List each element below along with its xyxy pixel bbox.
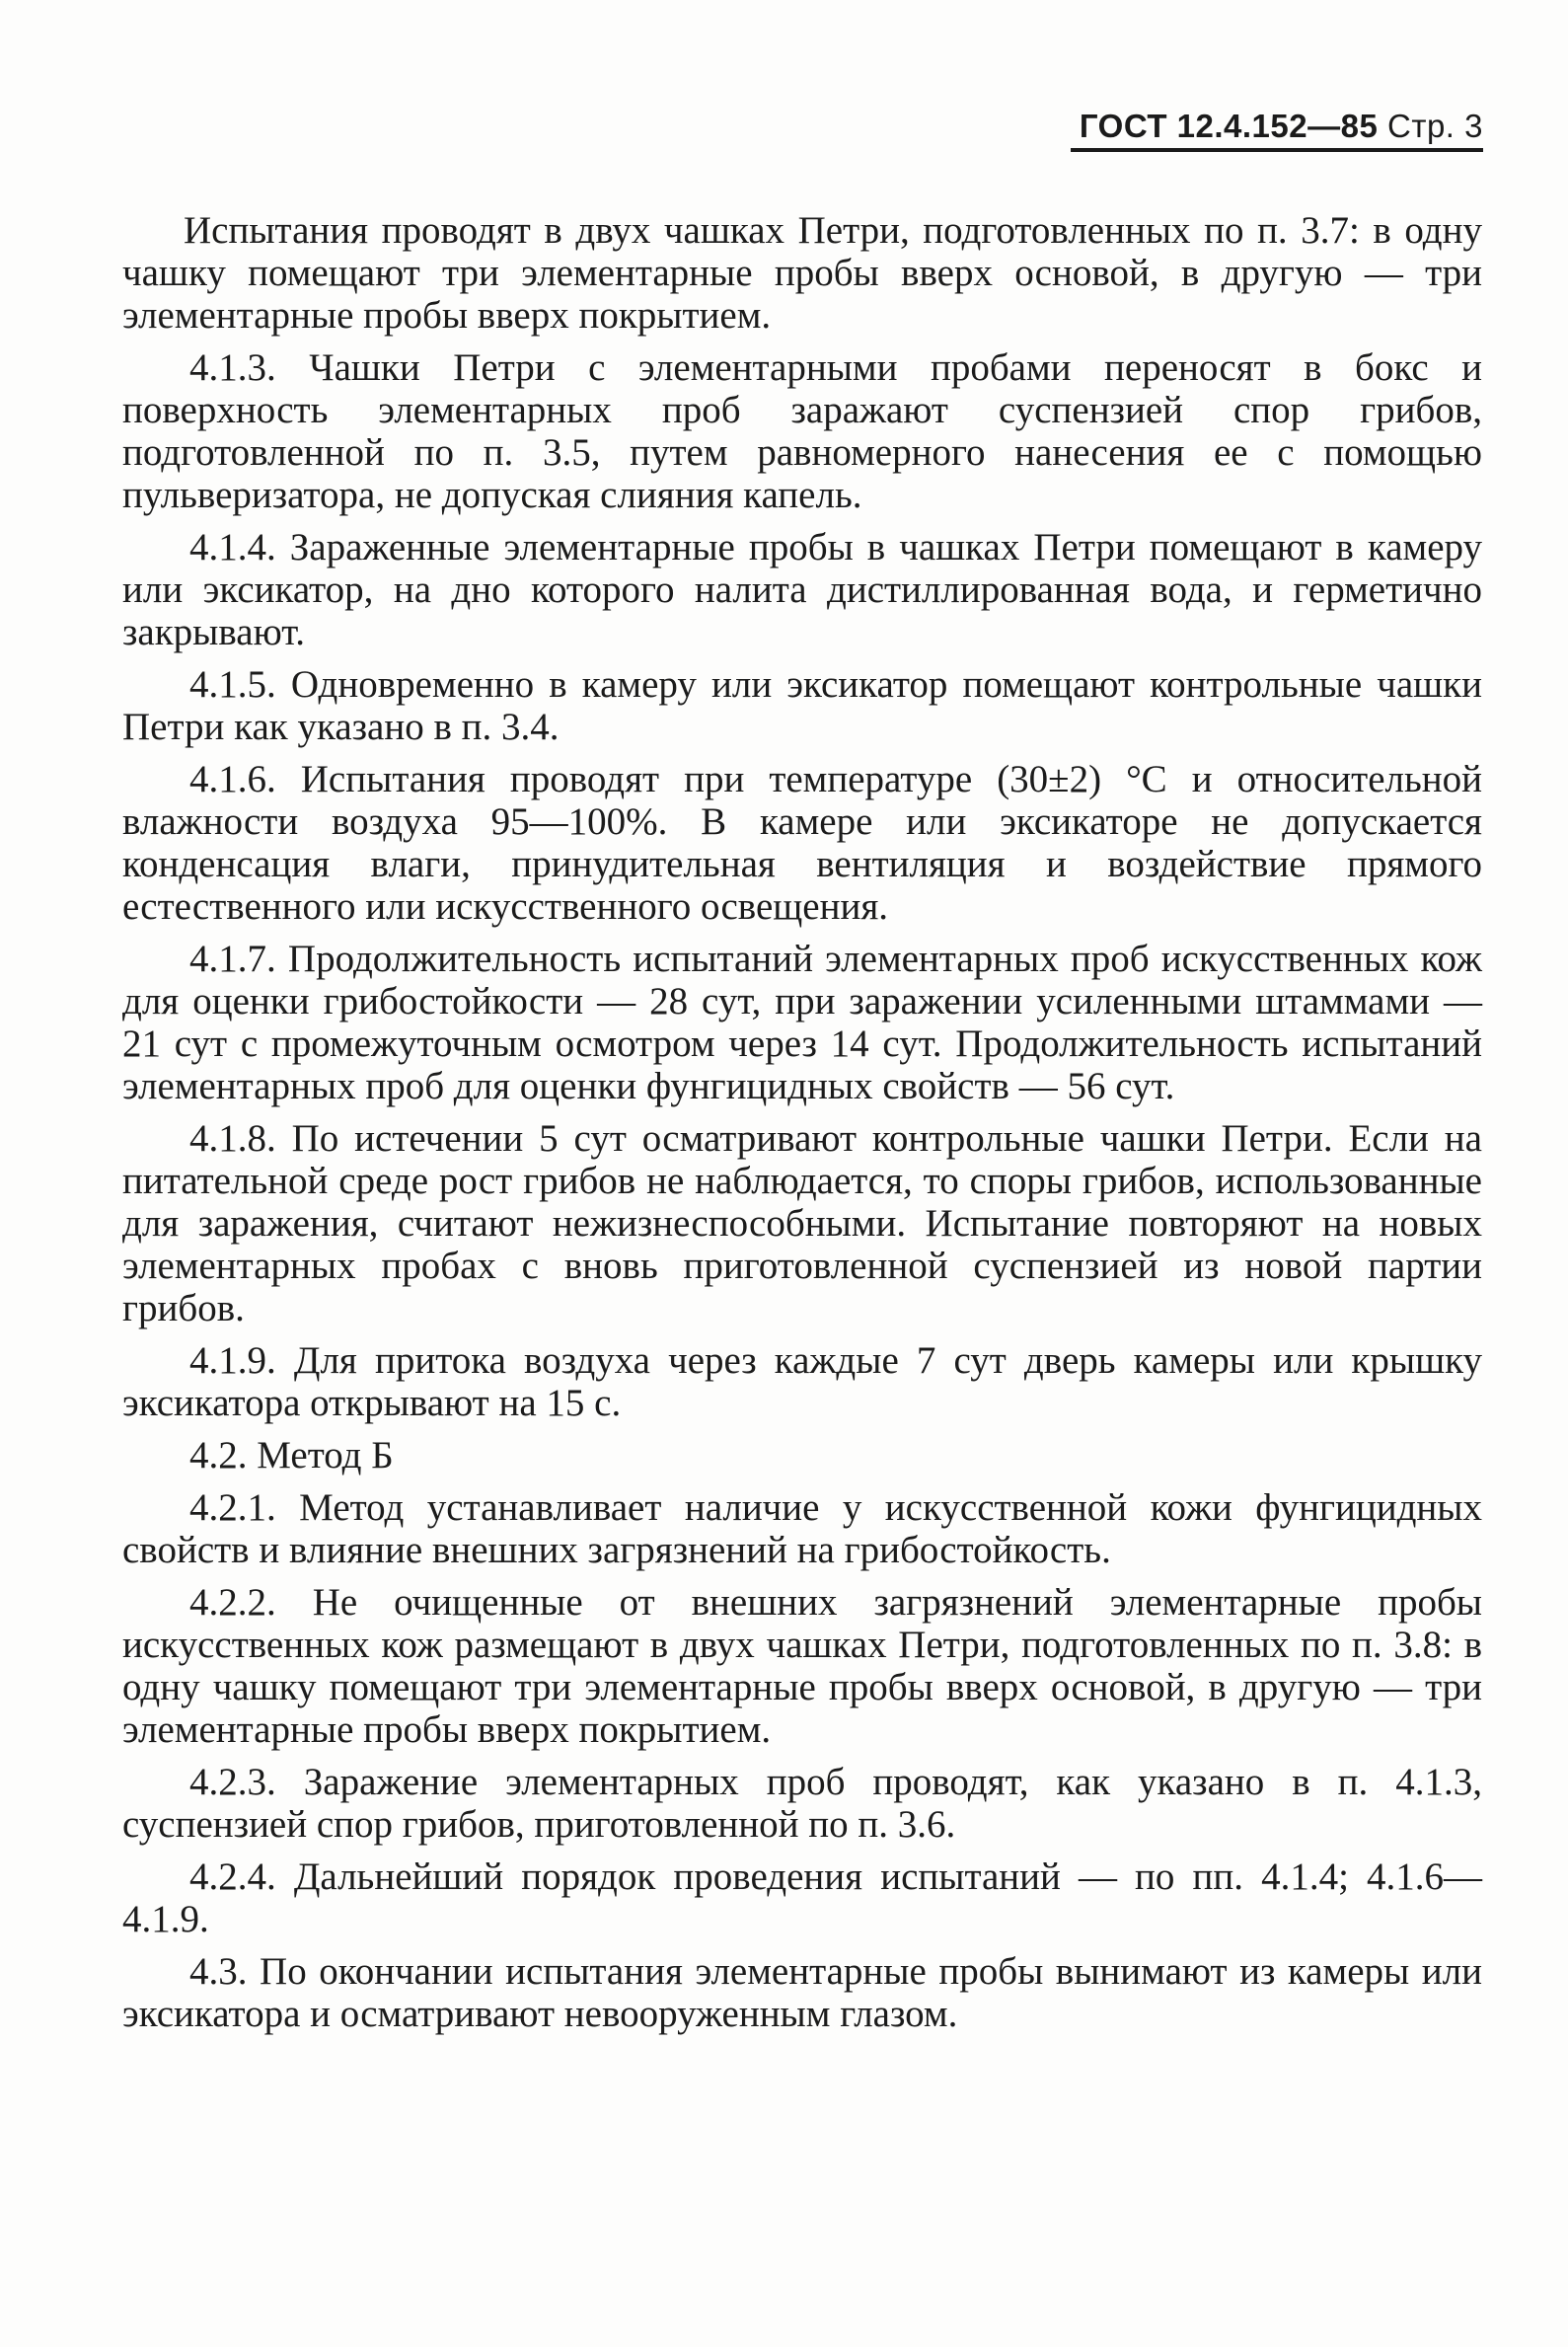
paragraph-4-1-7: 4.1.7. Продолжительность испытаний элементарных проб искусственных кож для оценки грибостойкости — 28 сут, при заражении усиленными штаммами — 21 сут с промежуточным осмотром через 14 сут. Продолжительность испытаний элементарных проб для оценки фунгицидных свойств — 56 сут. xyxy=(122,938,1482,1107)
paragraph-4-1-3: 4.1.3. Чашки Петри с элементарными пробами переносят в бокс и поверхность элементарных проб заражают суспензией спор грибов, подготовленной по п. 3.5, путем равномерного нанесения ее с помощью пульверизатора, не допуская слияния капель. xyxy=(122,346,1482,516)
paragraph-4-1-5: 4.1.5. Одновременно в камеру или эксикатор помещают контрольные чашки Петри как указано в п. 3.4. xyxy=(122,663,1482,748)
paragraph-4-2-4: 4.2.4. Дальнейший порядок проведения испытаний — по пп. 4.1.4; 4.1.6—4.1.9. xyxy=(122,1855,1482,1940)
paragraph-4-1-4: 4.1.4. Зараженные элементарные пробы в чашках Петри помещают в камеру или эксикатор, на дно которого налита дистиллированная вода, и герметично закрывают. xyxy=(122,526,1482,653)
header-rule xyxy=(1071,148,1483,152)
paragraph-intro: Испытания проводят в двух чашках Петри, подготовленных по п. 3.7: в одну чашку помещают три элементарные пробы вверх основой, в другую — три элементарные пробы вверх покрытием. xyxy=(122,209,1482,337)
paragraph-4-2-3: 4.2.3. Заражение элементарных проб проводят, как указано в п. 4.1.3, суспензией спор грибов, приготовленной по п. 3.6. xyxy=(122,1761,1482,1846)
page-header xyxy=(1071,107,1483,146)
paragraph-4-2-2: 4.2.2. Не очищенные от внешних загрязнений элементарные пробы искусственных кож размещают в двух чашках Петри, подготовленных по п. 3.8: в одну чашку помещают три элементарные пробы вверх основой, в другую — три элементарные пробы вверх покрытием. xyxy=(122,1581,1482,1751)
paragraph-4-1-6: 4.1.6. Испытания проводят при температуре (30±2) °С и относительной влажности воздуха 95—100%. В камере или эксикаторе не допускается конденсация влаги, принудительная вентиляция и воздействие прямого естественного или искусственного освещения. xyxy=(122,758,1482,928)
document-body xyxy=(122,209,1482,2045)
standard-code: ГОСТ 12.4.152—85 xyxy=(1079,108,1379,144)
paragraph-4-1-8: 4.1.8. По истечении 5 сут осматривают контрольные чашки Петри. Если на питательной среде рост грибов не наблюдается, то споры грибов, использованные для заражения, считают нежизнеспособными. Испытание повторяют на новых элементарных пробах с вновь приготовленной суспензией из новой партии грибов. xyxy=(122,1117,1482,1329)
page-number: Стр. 3 xyxy=(1387,108,1483,144)
paragraph-4-1-9: 4.1.9. Для притока воздуха через каждые 7 сут дверь камеры или крышку эксикатора открывают на 15 с. xyxy=(122,1339,1482,1424)
paragraph-4-2-1: 4.2.1. Метод устанавливает наличие у искусственной кожи фунгицидных свойств и влияние внешних загрязнений на грибостойкость. xyxy=(122,1486,1482,1571)
section-heading-method-b: 4.2. Метод Б xyxy=(189,1434,394,1476)
paragraph-4-3: 4.3. По окончании испытания элементарные пробы вынимают из камеры или эксикатора и осматривают невооруженным глазом. xyxy=(122,1950,1482,2035)
